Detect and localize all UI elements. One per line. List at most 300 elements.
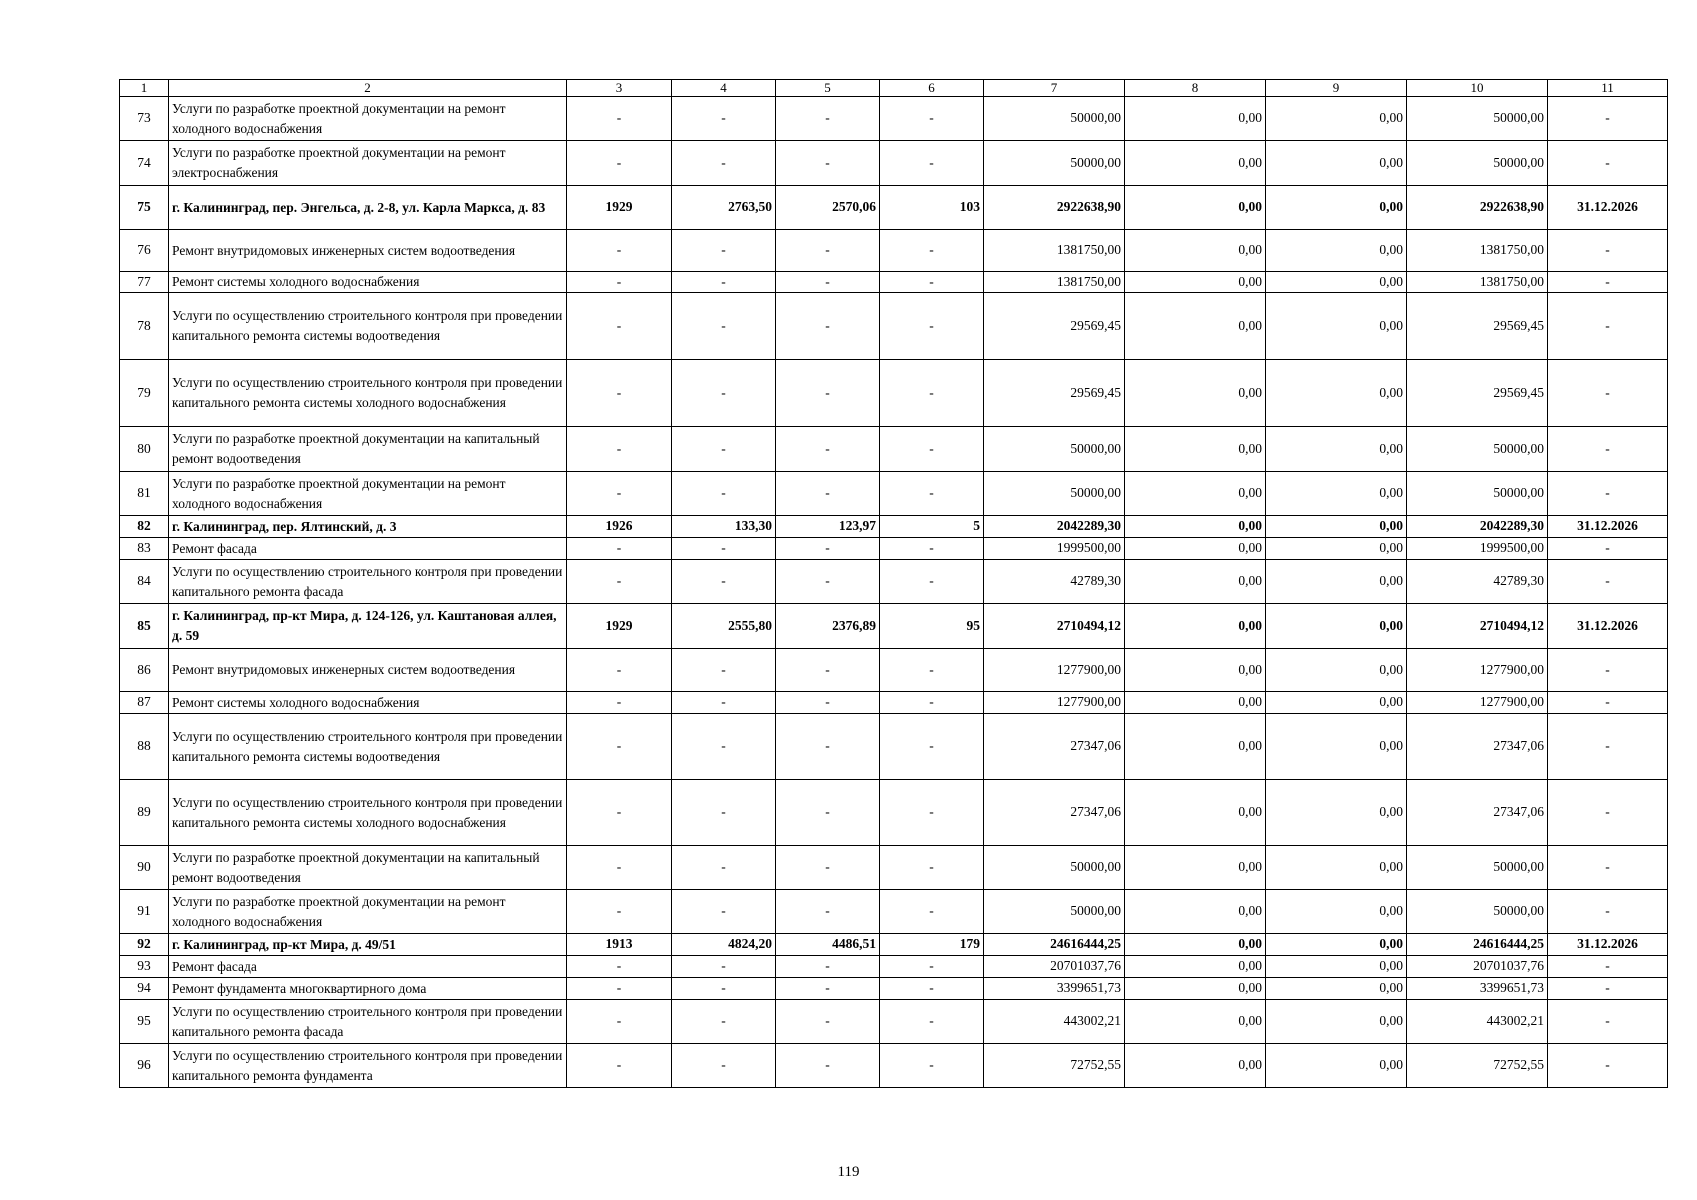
- cell-residents-count: -: [880, 427, 984, 472]
- cell-description: Ремонт фундамента многоквартирного дома: [169, 978, 567, 1000]
- column-header: 6: [880, 80, 984, 97]
- cell-year-built: -: [567, 360, 672, 427]
- cell-residential-area: -: [776, 978, 880, 1000]
- cell-description: Услуги по разработке проектной документации на ремонт холодного водоснабжения: [169, 97, 567, 141]
- cell-owners-funds: 27347,06: [1407, 780, 1548, 846]
- cell-description: Услуги по осуществлению строительного контроля при проведении капитального ремонта системы водоотведения: [169, 714, 567, 780]
- cell-owners-funds: 29569,45: [1407, 293, 1548, 360]
- cell-deadline: 31.12.2026: [1548, 934, 1668, 956]
- cell-row-number: 76: [120, 230, 169, 272]
- column-header: 5: [776, 80, 880, 97]
- cell-year-built: -: [567, 846, 672, 890]
- cell-total-cost: 1999500,00: [984, 538, 1125, 560]
- cell-regional-funds: 0,00: [1266, 186, 1407, 230]
- cell-row-number: 94: [120, 978, 169, 1000]
- cell-residents-count: -: [880, 1044, 984, 1088]
- cell-federal-funds: 0,00: [1125, 472, 1266, 516]
- cell-year-built: -: [567, 1044, 672, 1088]
- cell-residents-count: -: [880, 714, 984, 780]
- cell-regional-funds: 0,00: [1266, 360, 1407, 427]
- table-row: [120, 714, 1668, 780]
- cell-total-cost: 72752,55: [984, 1044, 1125, 1088]
- cell-year-built: -: [567, 427, 672, 472]
- cell-total-area: -: [672, 649, 776, 692]
- cell-total-area: -: [672, 1044, 776, 1088]
- cell-residential-area: -: [776, 97, 880, 141]
- cell-description: г. Калининград, пр-кт Мира, д. 124-126, ул. Каштановая аллея, д. 59: [169, 604, 567, 649]
- cell-description: Ремонт внутридомовых инженерных систем водоотведения: [169, 230, 567, 272]
- cell-regional-funds: 0,00: [1266, 846, 1407, 890]
- cell-residential-area: -: [776, 427, 880, 472]
- table-row: [120, 956, 1668, 978]
- cell-description: Ремонт фасада: [169, 956, 567, 978]
- cell-total-area: -: [672, 472, 776, 516]
- cell-total-cost: 2710494,12: [984, 604, 1125, 649]
- cell-total-area: 133,30: [672, 516, 776, 538]
- cell-regional-funds: 0,00: [1266, 230, 1407, 272]
- cell-year-built: -: [567, 978, 672, 1000]
- cell-total-area: -: [672, 427, 776, 472]
- cell-total-cost: 29569,45: [984, 293, 1125, 360]
- page-number: 119: [837, 1164, 860, 1180]
- cell-federal-funds: 0,00: [1125, 427, 1266, 472]
- column-header: 10: [1407, 80, 1548, 97]
- cell-deadline: -: [1548, 714, 1668, 780]
- cell-owners-funds: 1277900,00: [1407, 692, 1548, 714]
- cell-residential-area: 2570,06: [776, 186, 880, 230]
- cell-federal-funds: 0,00: [1125, 1044, 1266, 1088]
- cell-owners-funds: 50000,00: [1407, 890, 1548, 934]
- cell-year-built: 1926: [567, 516, 672, 538]
- cell-residents-count: -: [880, 97, 984, 141]
- cell-deadline: -: [1548, 538, 1668, 560]
- cell-owners-funds: 1381750,00: [1407, 272, 1548, 293]
- cell-description: Ремонт системы холодного водоснабжения: [169, 272, 567, 293]
- cell-row-number: 96: [120, 1044, 169, 1088]
- cell-owners-funds: 2042289,30: [1407, 516, 1548, 538]
- column-header: 4: [672, 80, 776, 97]
- cell-regional-funds: 0,00: [1266, 956, 1407, 978]
- cell-total-cost: 443002,21: [984, 1000, 1125, 1044]
- column-header: 9: [1266, 80, 1407, 97]
- cell-description: Ремонт фасада: [169, 538, 567, 560]
- cell-total-cost: 50000,00: [984, 890, 1125, 934]
- cell-deadline: -: [1548, 1044, 1668, 1088]
- cell-residents-count: -: [880, 293, 984, 360]
- cell-residential-area: 2376,89: [776, 604, 880, 649]
- cell-federal-funds: 0,00: [1125, 560, 1266, 604]
- cell-year-built: -: [567, 272, 672, 293]
- cell-description: Услуги по осуществлению строительного контроля при проведении капитального ремонта системы холодного водоснабжения: [169, 360, 567, 427]
- cell-row-number: 93: [120, 956, 169, 978]
- cell-row-number: 79: [120, 360, 169, 427]
- cell-residential-area: 123,97: [776, 516, 880, 538]
- cell-federal-funds: 0,00: [1125, 516, 1266, 538]
- cell-total-area: -: [672, 560, 776, 604]
- table-row: [120, 427, 1668, 472]
- column-header: 7: [984, 80, 1125, 97]
- cell-regional-funds: 0,00: [1266, 272, 1407, 293]
- cell-deadline: -: [1548, 1000, 1668, 1044]
- cell-owners-funds: 24616444,25: [1407, 934, 1548, 956]
- cell-total-cost: 50000,00: [984, 846, 1125, 890]
- cell-regional-funds: 0,00: [1266, 890, 1407, 934]
- column-header: 3: [567, 80, 672, 97]
- cell-year-built: -: [567, 97, 672, 141]
- cell-total-cost: 27347,06: [984, 714, 1125, 780]
- cell-year-built: -: [567, 472, 672, 516]
- cell-deadline: -: [1548, 956, 1668, 978]
- cell-row-number: 89: [120, 780, 169, 846]
- cell-deadline: -: [1548, 230, 1668, 272]
- cell-residents-count: -: [880, 230, 984, 272]
- table-row: [120, 1044, 1668, 1088]
- cell-regional-funds: 0,00: [1266, 538, 1407, 560]
- cell-residential-area: -: [776, 890, 880, 934]
- cell-residential-area: -: [776, 649, 880, 692]
- cell-owners-funds: 27347,06: [1407, 714, 1548, 780]
- table-body: [120, 97, 1668, 1088]
- cell-deadline: -: [1548, 293, 1668, 360]
- cell-year-built: -: [567, 538, 672, 560]
- cell-total-area: -: [672, 538, 776, 560]
- capital-repair-table: [119, 79, 1668, 1088]
- cell-description: Услуги по разработке проектной документации на капитальный ремонт водоотведения: [169, 427, 567, 472]
- cell-row-number: 77: [120, 272, 169, 293]
- cell-total-area: -: [672, 978, 776, 1000]
- cell-regional-funds: 0,00: [1266, 472, 1407, 516]
- cell-row-number: 83: [120, 538, 169, 560]
- table-row: [120, 293, 1668, 360]
- table-row: [120, 692, 1668, 714]
- cell-residential-area: -: [776, 272, 880, 293]
- cell-row-number: 85: [120, 604, 169, 649]
- cell-residents-count: -: [880, 538, 984, 560]
- cell-regional-funds: 0,00: [1266, 1000, 1407, 1044]
- cell-residents-count: -: [880, 692, 984, 714]
- cell-total-area: -: [672, 141, 776, 186]
- cell-description: г. Калининград, пр-кт Мира, д. 49/51: [169, 934, 567, 956]
- cell-owners-funds: 443002,21: [1407, 1000, 1548, 1044]
- table-row-address: [120, 186, 1668, 230]
- cell-federal-funds: 0,00: [1125, 780, 1266, 846]
- table-row: [120, 780, 1668, 846]
- cell-residential-area: -: [776, 780, 880, 846]
- cell-residential-area: -: [776, 1000, 880, 1044]
- cell-row-number: 88: [120, 714, 169, 780]
- cell-total-area: -: [672, 692, 776, 714]
- cell-description: Ремонт системы холодного водоснабжения: [169, 692, 567, 714]
- document-sheet: [119, 79, 1667, 1088]
- cell-owners-funds: 29569,45: [1407, 360, 1548, 427]
- cell-year-built: -: [567, 956, 672, 978]
- cell-residents-count: -: [880, 846, 984, 890]
- cell-residents-count: 95: [880, 604, 984, 649]
- cell-regional-funds: 0,00: [1266, 604, 1407, 649]
- cell-total-area: -: [672, 956, 776, 978]
- cell-deadline: 31.12.2026: [1548, 186, 1668, 230]
- cell-residential-area: -: [776, 560, 880, 604]
- table-row: [120, 649, 1668, 692]
- cell-year-built: -: [567, 141, 672, 186]
- cell-regional-funds: 0,00: [1266, 692, 1407, 714]
- cell-owners-funds: 50000,00: [1407, 427, 1548, 472]
- cell-owners-funds: 3399651,73: [1407, 978, 1548, 1000]
- cell-deadline: -: [1548, 890, 1668, 934]
- cell-federal-funds: 0,00: [1125, 186, 1266, 230]
- cell-federal-funds: 0,00: [1125, 934, 1266, 956]
- column-number-header: [120, 80, 1668, 97]
- cell-total-area: -: [672, 272, 776, 293]
- cell-total-cost: 20701037,76: [984, 956, 1125, 978]
- cell-regional-funds: 0,00: [1266, 560, 1407, 604]
- cell-federal-funds: 0,00: [1125, 360, 1266, 427]
- cell-regional-funds: 0,00: [1266, 978, 1407, 1000]
- cell-row-number: 74: [120, 141, 169, 186]
- cell-owners-funds: 42789,30: [1407, 560, 1548, 604]
- cell-residential-area: -: [776, 360, 880, 427]
- cell-total-area: -: [672, 890, 776, 934]
- cell-description: Услуги по осуществлению строительного контроля при проведении капитального ремонта фундамента: [169, 1044, 567, 1088]
- cell-residential-area: -: [776, 293, 880, 360]
- column-header: 2: [169, 80, 567, 97]
- cell-regional-funds: 0,00: [1266, 97, 1407, 141]
- table-row-address: [120, 934, 1668, 956]
- cell-residents-count: 179: [880, 934, 984, 956]
- cell-residential-area: -: [776, 141, 880, 186]
- cell-regional-funds: 0,00: [1266, 141, 1407, 186]
- cell-owners-funds: 1999500,00: [1407, 538, 1548, 560]
- cell-deadline: -: [1548, 780, 1668, 846]
- cell-owners-funds: 20701037,76: [1407, 956, 1548, 978]
- cell-federal-funds: 0,00: [1125, 956, 1266, 978]
- cell-total-area: 2763,50: [672, 186, 776, 230]
- cell-owners-funds: 1277900,00: [1407, 649, 1548, 692]
- cell-owners-funds: 1381750,00: [1407, 230, 1548, 272]
- cell-deadline: -: [1548, 272, 1668, 293]
- cell-row-number: 84: [120, 560, 169, 604]
- cell-deadline: -: [1548, 649, 1668, 692]
- cell-residential-area: -: [776, 692, 880, 714]
- cell-description: Услуги по разработке проектной документации на ремонт электроснабжения: [169, 141, 567, 186]
- cell-year-built: -: [567, 714, 672, 780]
- cell-regional-funds: 0,00: [1266, 427, 1407, 472]
- table-row-address: [120, 516, 1668, 538]
- cell-total-cost: 29569,45: [984, 360, 1125, 427]
- cell-deadline: -: [1548, 560, 1668, 604]
- cell-row-number: 81: [120, 472, 169, 516]
- cell-description: Услуги по осуществлению строительного контроля при проведении капитального ремонта системы водоотведения: [169, 293, 567, 360]
- cell-year-built: 1913: [567, 934, 672, 956]
- cell-owners-funds: 50000,00: [1407, 846, 1548, 890]
- cell-row-number: 90: [120, 846, 169, 890]
- cell-residents-count: -: [880, 472, 984, 516]
- cell-year-built: -: [567, 560, 672, 604]
- cell-total-cost: 2922638,90: [984, 186, 1125, 230]
- cell-owners-funds: 50000,00: [1407, 141, 1548, 186]
- cell-federal-funds: 0,00: [1125, 846, 1266, 890]
- cell-regional-funds: 0,00: [1266, 1044, 1407, 1088]
- cell-residential-area: -: [776, 956, 880, 978]
- cell-federal-funds: 0,00: [1125, 538, 1266, 560]
- cell-total-cost: 50000,00: [984, 141, 1125, 186]
- cell-total-cost: 42789,30: [984, 560, 1125, 604]
- cell-total-area: -: [672, 230, 776, 272]
- cell-regional-funds: 0,00: [1266, 649, 1407, 692]
- cell-federal-funds: 0,00: [1125, 230, 1266, 272]
- cell-year-built: 1929: [567, 186, 672, 230]
- cell-federal-funds: 0,00: [1125, 692, 1266, 714]
- cell-deadline: -: [1548, 360, 1668, 427]
- cell-total-area: -: [672, 846, 776, 890]
- table-row-address: [120, 604, 1668, 649]
- cell-residents-count: -: [880, 978, 984, 1000]
- cell-total-cost: 3399651,73: [984, 978, 1125, 1000]
- table-row: [120, 1000, 1668, 1044]
- cell-deadline: -: [1548, 978, 1668, 1000]
- cell-federal-funds: 0,00: [1125, 97, 1266, 141]
- column-header: 11: [1548, 80, 1668, 97]
- cell-residents-count: 103: [880, 186, 984, 230]
- table-row: [120, 472, 1668, 516]
- cell-total-area: -: [672, 360, 776, 427]
- cell-federal-funds: 0,00: [1125, 714, 1266, 780]
- cell-regional-funds: 0,00: [1266, 293, 1407, 360]
- cell-row-number: 73: [120, 97, 169, 141]
- cell-federal-funds: 0,00: [1125, 604, 1266, 649]
- table-row: [120, 360, 1668, 427]
- table-row: [120, 230, 1668, 272]
- cell-residents-count: -: [880, 1000, 984, 1044]
- cell-total-area: 4824,20: [672, 934, 776, 956]
- cell-description: Услуги по осуществлению строительного контроля при проведении капитального ремонта системы холодного водоснабжения: [169, 780, 567, 846]
- cell-deadline: 31.12.2026: [1548, 604, 1668, 649]
- cell-federal-funds: 0,00: [1125, 1000, 1266, 1044]
- cell-year-built: -: [567, 692, 672, 714]
- cell-year-built: -: [567, 230, 672, 272]
- cell-year-built: -: [567, 890, 672, 934]
- cell-deadline: -: [1548, 141, 1668, 186]
- cell-total-cost: 50000,00: [984, 427, 1125, 472]
- cell-row-number: 75: [120, 186, 169, 230]
- cell-federal-funds: 0,00: [1125, 141, 1266, 186]
- cell-row-number: 86: [120, 649, 169, 692]
- cell-total-cost: 1381750,00: [984, 230, 1125, 272]
- cell-deadline: -: [1548, 846, 1668, 890]
- cell-description: Услуги по осуществлению строительного контроля при проведении капитального ремонта фасада: [169, 1000, 567, 1044]
- cell-row-number: 87: [120, 692, 169, 714]
- cell-description: г. Калининград, пер. Ялтинский, д. 3: [169, 516, 567, 538]
- cell-year-built: 1929: [567, 604, 672, 649]
- cell-total-cost: 1277900,00: [984, 692, 1125, 714]
- cell-deadline: -: [1548, 97, 1668, 141]
- table-row: [120, 846, 1668, 890]
- cell-total-area: -: [672, 714, 776, 780]
- cell-row-number: 78: [120, 293, 169, 360]
- cell-federal-funds: 0,00: [1125, 649, 1266, 692]
- cell-residential-area: -: [776, 230, 880, 272]
- cell-owners-funds: 2710494,12: [1407, 604, 1548, 649]
- cell-total-area: 2555,80: [672, 604, 776, 649]
- cell-total-area: -: [672, 1000, 776, 1044]
- cell-description: Услуги по разработке проектной документации на капитальный ремонт водоотведения: [169, 846, 567, 890]
- cell-residents-count: -: [880, 272, 984, 293]
- cell-residents-count: -: [880, 360, 984, 427]
- cell-total-cost: 24616444,25: [984, 934, 1125, 956]
- cell-residential-area: -: [776, 538, 880, 560]
- cell-deadline: -: [1548, 692, 1668, 714]
- column-header: 8: [1125, 80, 1266, 97]
- table-row: [120, 272, 1668, 293]
- cell-federal-funds: 0,00: [1125, 978, 1266, 1000]
- cell-description: Ремонт внутридомовых инженерных систем водоотведения: [169, 649, 567, 692]
- table-row: [120, 890, 1668, 934]
- cell-deadline: 31.12.2026: [1548, 516, 1668, 538]
- cell-residential-area: -: [776, 714, 880, 780]
- cell-row-number: 91: [120, 890, 169, 934]
- cell-regional-funds: 0,00: [1266, 516, 1407, 538]
- cell-year-built: -: [567, 293, 672, 360]
- cell-year-built: -: [567, 1000, 672, 1044]
- cell-residential-area: -: [776, 1044, 880, 1088]
- cell-residents-count: -: [880, 141, 984, 186]
- cell-row-number: 80: [120, 427, 169, 472]
- cell-total-cost: 27347,06: [984, 780, 1125, 846]
- cell-year-built: -: [567, 649, 672, 692]
- cell-total-cost: 2042289,30: [984, 516, 1125, 538]
- cell-total-area: -: [672, 780, 776, 846]
- cell-federal-funds: 0,00: [1125, 890, 1266, 934]
- cell-residents-count: -: [880, 956, 984, 978]
- table-row: [120, 538, 1668, 560]
- cell-description: Услуги по разработке проектной документации на ремонт холодного водоснабжения: [169, 890, 567, 934]
- cell-total-cost: 50000,00: [984, 472, 1125, 516]
- cell-residential-area: -: [776, 472, 880, 516]
- table-row: [120, 97, 1668, 141]
- cell-row-number: 95: [120, 1000, 169, 1044]
- cell-residents-count: 5: [880, 516, 984, 538]
- cell-residential-area: 4486,51: [776, 934, 880, 956]
- cell-residents-count: -: [880, 649, 984, 692]
- cell-regional-funds: 0,00: [1266, 934, 1407, 956]
- cell-description: Услуги по разработке проектной документации на ремонт холодного водоснабжения: [169, 472, 567, 516]
- cell-deadline: -: [1548, 472, 1668, 516]
- cell-residents-count: -: [880, 560, 984, 604]
- cell-regional-funds: 0,00: [1266, 780, 1407, 846]
- cell-residents-count: -: [880, 780, 984, 846]
- cell-owners-funds: 50000,00: [1407, 472, 1548, 516]
- cell-owners-funds: 72752,55: [1407, 1044, 1548, 1088]
- cell-total-area: -: [672, 293, 776, 360]
- cell-deadline: -: [1548, 427, 1668, 472]
- cell-residents-count: -: [880, 890, 984, 934]
- cell-description: Услуги по осуществлению строительного контроля при проведении капитального ремонта фасада: [169, 560, 567, 604]
- cell-owners-funds: 2922638,90: [1407, 186, 1548, 230]
- column-header: 1: [120, 80, 169, 97]
- table-row: [120, 978, 1668, 1000]
- cell-residential-area: -: [776, 846, 880, 890]
- cell-total-cost: 50000,00: [984, 97, 1125, 141]
- table-row: [120, 560, 1668, 604]
- cell-total-cost: 1277900,00: [984, 649, 1125, 692]
- cell-regional-funds: 0,00: [1266, 714, 1407, 780]
- cell-description: г. Калининград, пер. Энгельса, д. 2-8, ул. Карла Маркса, д. 83: [169, 186, 567, 230]
- cell-federal-funds: 0,00: [1125, 293, 1266, 360]
- cell-owners-funds: 50000,00: [1407, 97, 1548, 141]
- cell-row-number: 92: [120, 934, 169, 956]
- table-row: [120, 141, 1668, 186]
- cell-federal-funds: 0,00: [1125, 272, 1266, 293]
